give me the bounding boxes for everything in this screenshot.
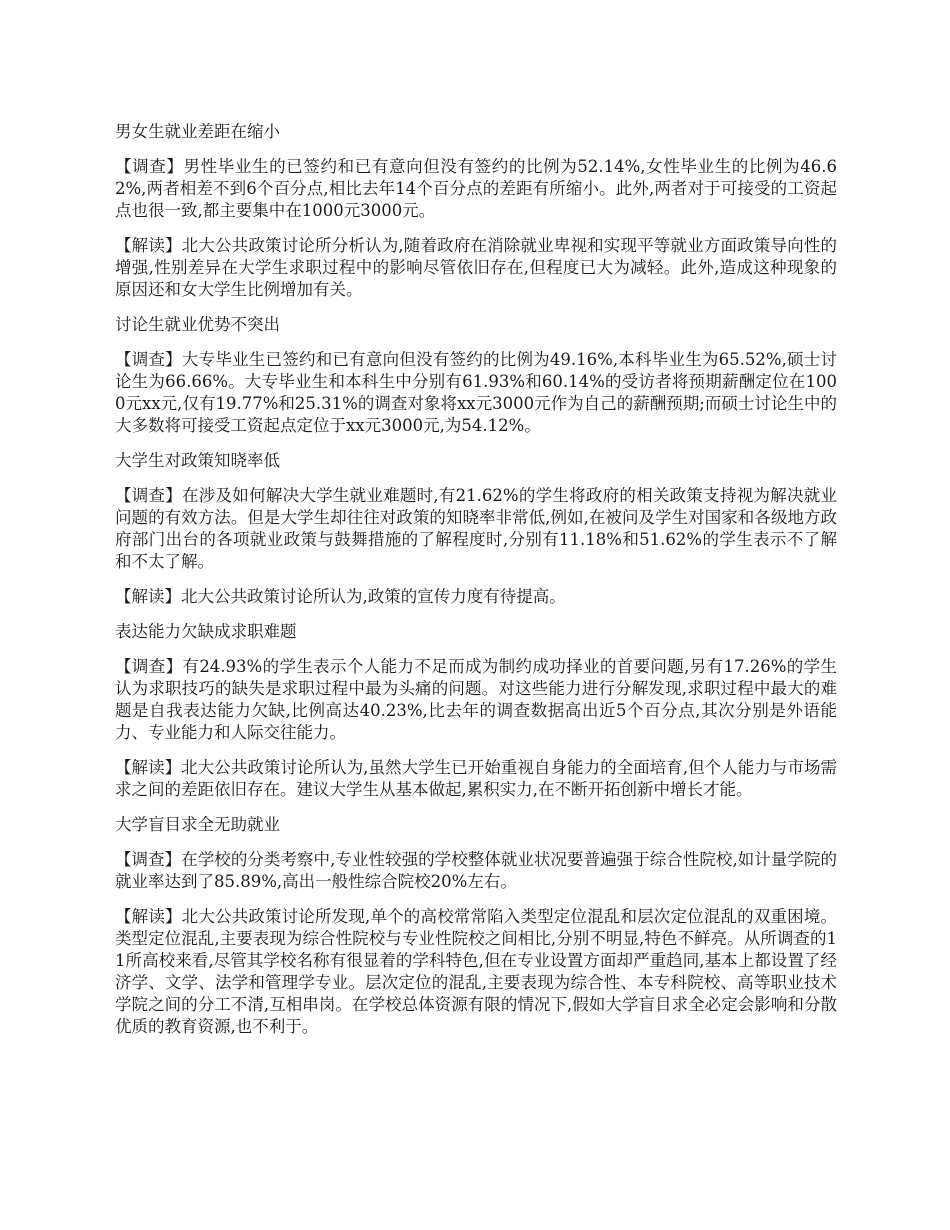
section-gender-gap	[115, 121, 837, 301]
analysis-paragraph: 【解读】北大公共政策讨论所认为,政策的宣传力度有待提高。	[115, 587, 566, 606]
section-heading: 大学生对政策知晓率低	[115, 451, 280, 470]
survey-paragraph: 【调查】大专毕业生已签约和已有意向但没有签约的比例为49.16%,本科毕业生为65.52%,硕士讨论生为66.66%。大专毕业生和本科生中分别有61.93%和60.14%的受访者将预期薪酬定位在1000元xx元,仅有19.77%和25.31%的调查对象将xx元3000元作为自己的薪酬预期;而硕士讨论生中的大多数将可接受工资起点定位于xx元3000元,为54.12%。	[115, 350, 837, 435]
section-expression-ability	[115, 621, 837, 801]
section-heading: 男女生就业差距在缩小	[115, 122, 280, 141]
analysis-paragraph: 【解读】北大公共政策讨论所认为,虽然大学生已开始重视自身能力的全面培育,但个人能力与市场需求之间的差距依旧存在。建议大学生从基本做起,累积实力,在不断开拓创新中增长才能。	[115, 758, 837, 799]
survey-paragraph: 【调查】有24.93%的学生表示个人能力不足而成为制约成功择业的首要问题,另有17.26%的学生认为求职技巧的缺失是求职过程中最为头痛的问题。对这些能力进行分解发现,求职过程中最大的难题是自我表达能力欠缺,比例高达40.23%,比去年的调查数据高出近5个百分点,其次分别是外语能力、专业能力和人际交往能力。	[115, 657, 837, 742]
survey-paragraph: 【调查】在学校的分类考察中,专业性较强的学校整体就业状况要普遍强于综合性院校,如计量学院的就业率达到了85.89%,高出一般性综合院校20%左右。	[115, 850, 837, 891]
analysis-paragraph: 【解读】北大公共政策讨论所发现,单个的高校常常陷入类型定位混乱和层次定位混乱的双重困境。类型定位混乱,主要表现为综合性院校与专业性院校之间相比,分别不明显,特色不鲜亮。从所调查的11所高校来看,尽管其学校名称有很显着的学科特色,但在专业设置方面却严重趋同,基本上都设置了经济学、文学、法学和管理学专业。层次定位的混乱,主要表现为综合性、本专科院校、高等职业技术学院之间的分工不清,互相串岗。在学校总体资源有限的情况下,假如大学盲目求全必定会影响和分散优质的教育资源,也不利于。	[115, 907, 837, 1036]
analysis-paragraph: 【解读】北大公共政策讨论所分析认为,随着政府在消除就业卑视和实现平等就业方面政策导向性的增强,性别差异在大学生求职过程中的影响尽管依旧存在,但程度已大为减轻。此外,造成这种现象的原因还和女大学生比例增加有关。	[115, 236, 837, 299]
section-university-positioning	[115, 814, 837, 1038]
section-heading: 大学盲目求全无助就业	[115, 815, 280, 834]
survey-paragraph: 【调查】在涉及如何解决大学生就业难题时,有21.62%的学生将政府的相关政策支持视为解决就业问题的有效方法。但是大学生却往往对政策的知晓率非常低,例如,在被问及学生对国家和各级地方政府部门出台的各项就业政策与鼓舞措施的了解程度时,分别有11.18%和51.62%的学生表示不了解和不太了解。	[115, 486, 837, 571]
section-heading: 讨论生就业优势不突出	[115, 315, 280, 334]
section-policy-awareness	[115, 450, 837, 608]
section-heading: 表达能力欠缺成求职难题	[115, 622, 297, 641]
section-graduate-advantage	[115, 314, 837, 437]
document-body	[115, 121, 837, 1051]
survey-paragraph: 【调查】男性毕业生的已签约和已有意向但没有签约的比例为52.14%,女性毕业生的比例为46.62%,两者相差不到6个百分点,相比去年14个百分点的差距有所缩小。此外,两者对于可接受的工资起点也很一致,都主要集中在1000元3000元。	[115, 157, 837, 220]
